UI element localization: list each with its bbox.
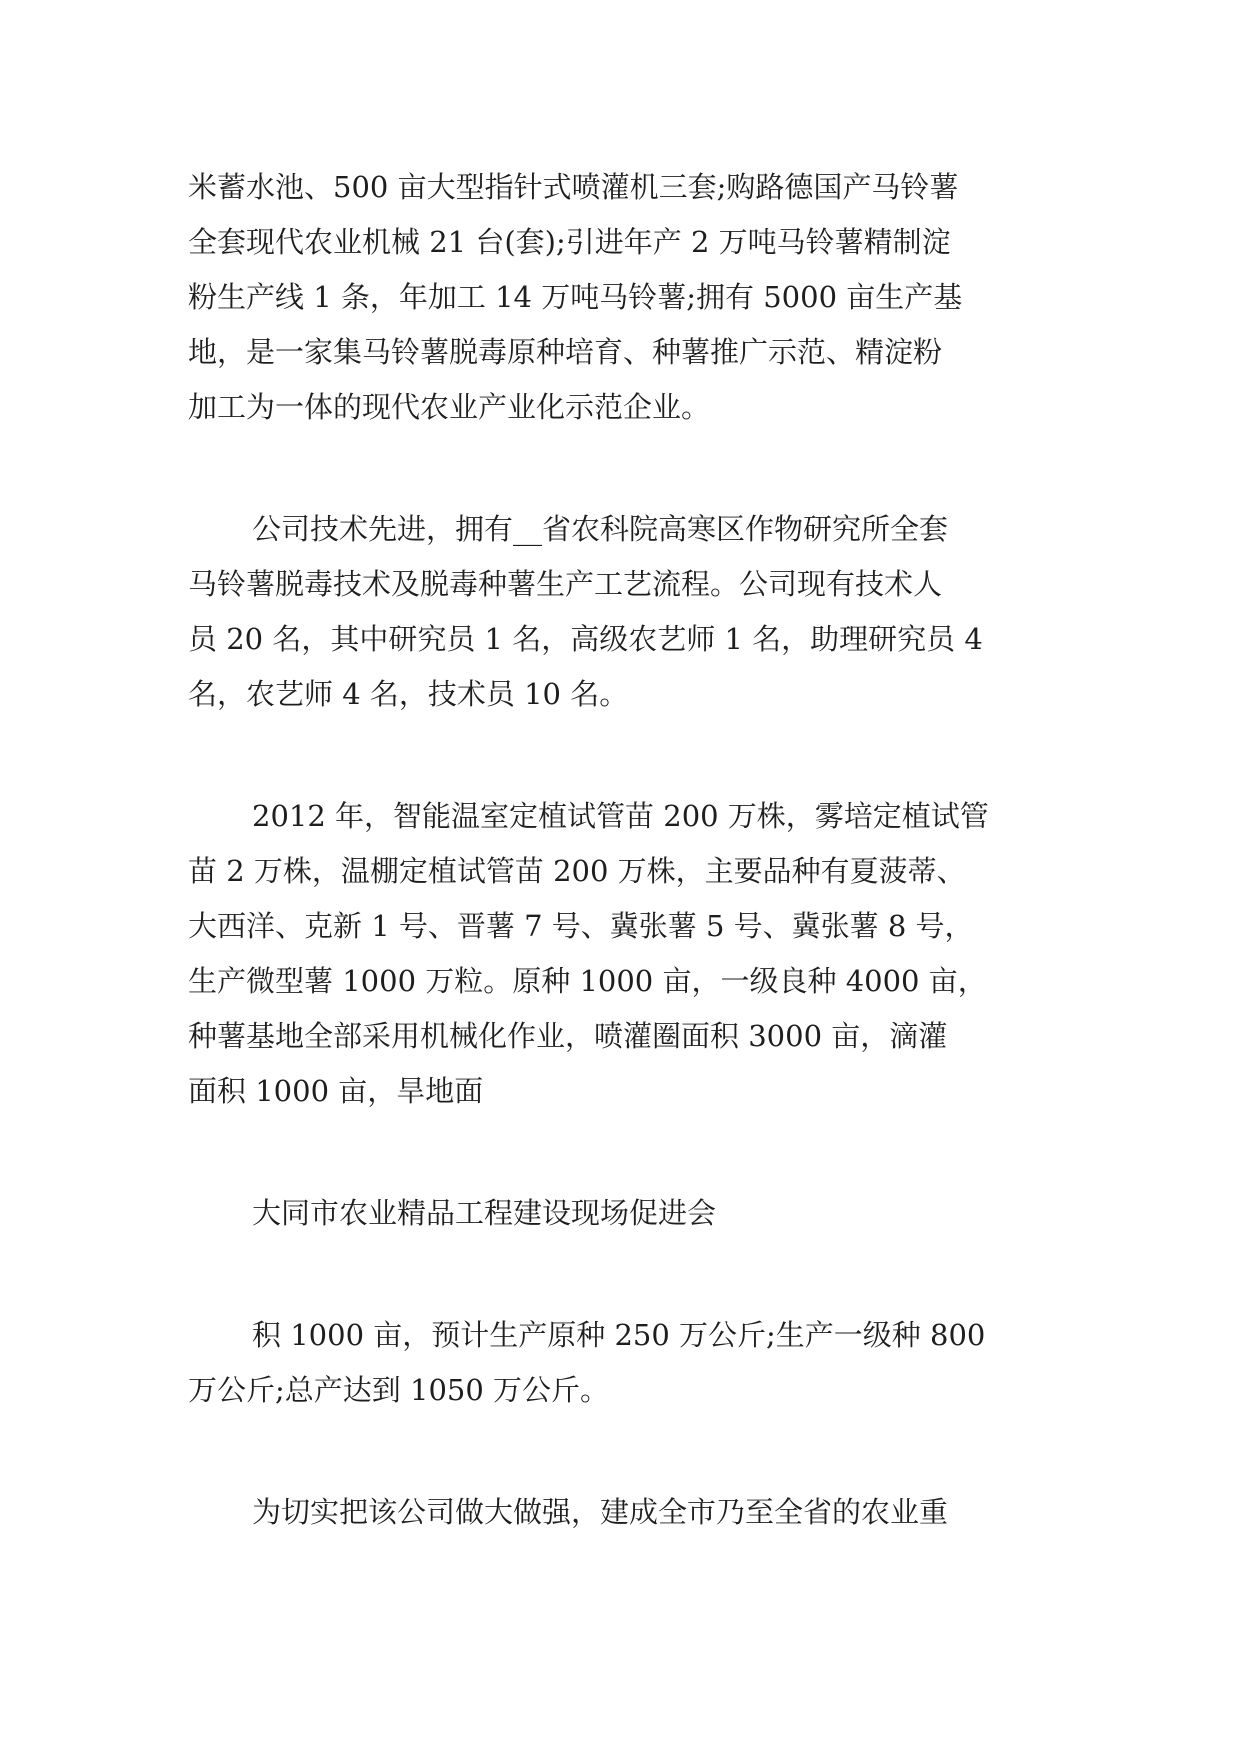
paragraph-line: 名，农艺师 4 名，技术员 10 名。 xyxy=(188,677,629,711)
document-body xyxy=(188,160,1050,1540)
paragraph-line: 加工为一体的现代农业产业化示范企业。 xyxy=(188,390,711,424)
paragraph-line: 大西洋、克新 1 号、晋薯 7 号、冀张薯 5 号、冀张薯 8 号， xyxy=(188,909,974,943)
paragraph-line: 粉生产线 1 条，年加工 14 万吨马铃薯;拥有 5000 亩生产基 xyxy=(188,280,963,314)
paragraph-line: 全套现代农业机械 21 台(套);引进年产 2 万吨马铃薯精制淀 xyxy=(188,225,951,259)
paragraph-line: 积 1000 亩，预计生产原种 250 万公斤;生产一级种 800 xyxy=(252,1318,986,1352)
paragraph-line: 公司技术先进，拥有__省农科院高寒区作物研究所全套 xyxy=(252,512,949,546)
heading-line: 大同市农业精品工程建设现场促进会 xyxy=(252,1196,717,1230)
paragraph-gap xyxy=(188,722,1050,789)
paragraph-line: 面积 1000 亩，旱地面 xyxy=(188,1074,484,1108)
paragraph-line: 员 20 名，其中研究员 1 名，高级农艺师 1 名，助理研究员 4 xyxy=(188,622,983,656)
paragraph-line: 苗 2 万株，温棚定植试管苗 200 万株，主要品种有夏菠蒂、 xyxy=(188,854,966,888)
paragraph-line: 为切实把该公司做大做强，建成全市乃至全省的农业重 xyxy=(252,1495,949,1529)
paragraph-line: 马铃薯脱毒技术及脱毒种薯生产工艺流程。公司现有技术人 xyxy=(188,567,943,601)
paragraph-line: 米蓄水池、500 亩大型指针式喷灌机三套;购路德国产马铃薯 xyxy=(188,170,959,204)
paragraph-line: 地，是一家集马铃薯脱毒原种培育、种薯推广示范、精淀粉 xyxy=(188,335,943,369)
section-heading xyxy=(188,1186,1050,1241)
paragraph-4 xyxy=(188,1308,1050,1418)
paragraph-1 xyxy=(188,160,1050,435)
paragraph-5 xyxy=(188,1485,1050,1540)
paragraph-gap xyxy=(188,1119,1050,1186)
paragraph-gap xyxy=(188,1241,1050,1308)
paragraph-2 xyxy=(188,502,1050,722)
paragraph-gap xyxy=(188,435,1050,502)
paragraph-3 xyxy=(188,789,1050,1119)
paragraph-line: 生产微型薯 1000 万粒。原种 1000 亩，一级良种 4000 亩， xyxy=(188,964,987,998)
paragraph-line: 万公斤;总产达到 1050 万公斤。 xyxy=(188,1373,610,1407)
paragraph-gap xyxy=(188,1418,1050,1485)
paragraph-line: 种薯基地全部采用机械化作业，喷灌圈面积 3000 亩，滴灌 xyxy=(188,1019,948,1053)
paragraph-line: 2012 年，智能温室定植试管苗 200 万株，雾培定植试管 xyxy=(252,799,989,833)
